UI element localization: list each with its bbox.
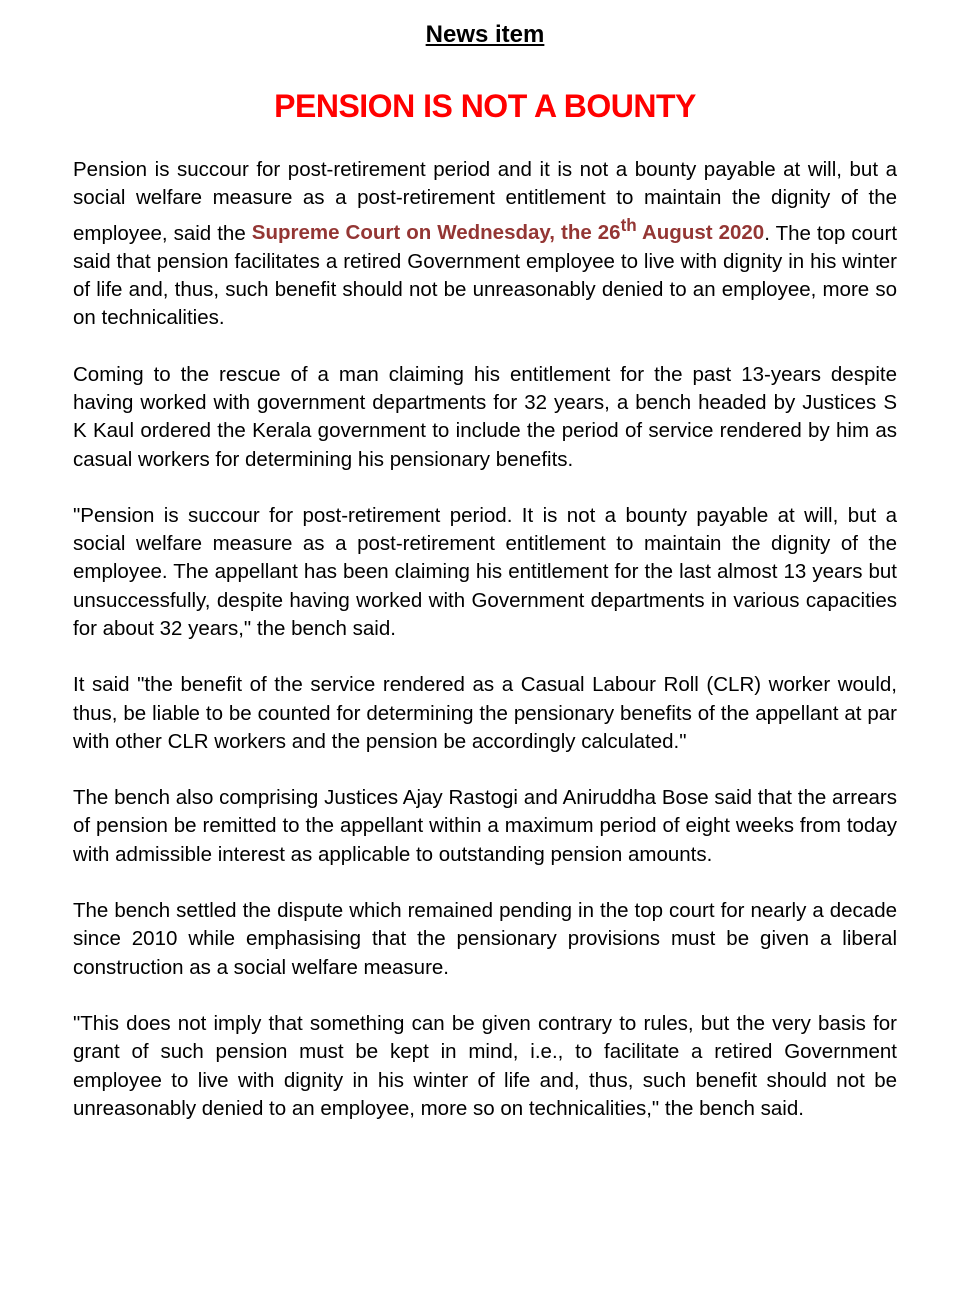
paragraph-1-text-a: Pension is succour for post-retirement period and it is not a bounty payable at will, but a social welfare measure as a post-retirement entitlement to maintain the dignity of the employee, said the — [73, 158, 897, 245]
paragraph-3: "Pension is succour for post-retirement period. It is not a bounty payable at will, but a social welfare measure as a post-retirement entitlement to maintain the dignity of the employee. The appellant has been claiming his entitlement for the last almost 13 years but unsuccessfully, despite having worked with Government departments in various capacities for about 32 years," the bench said. — [73, 503, 897, 640]
paragraph-7: "This does not imply that something can be given contrary to rules, but the very basis for grant of such pension must be kept in mind, i.e., to facilitate a retired Government employee to live with dignity in his winter of life and, thus, such benefit should not be unreasonably denied to an employee, more so on technicalities," the bench said. — [73, 1011, 897, 1120]
paragraph-1 — [73, 156, 897, 333]
paragraph-1-text-b: . The top court said that pension facilitates a retired Government employee to live with dignity in his winter of life and, thus, such benefit should not be unreasonably denied to an employee, more so on technicalities. — [73, 221, 898, 330]
ordinal-suffix: th — [620, 216, 637, 236]
paragraph-5: The bench also comprising Justices Ajay Rastogi and Aniruddha Bose said that the arrears of pension be remitted to the appellant within a maximum period of eight weeks from today with admissible interest as applicable to outstanding pension amounts. — [73, 786, 897, 866]
news-item-label: News item — [425, 21, 545, 48]
court-date-highlight — [251, 216, 765, 245]
court-date-highlight-tail: August 2020 — [636, 221, 765, 245]
paragraph-4: It said "the benefit of the service rendered as a Casual Labour Roll (CLR) worker would, thus, be liable to be counted for determining the pensionary benefits of the appellant at par with other CLR workers and the pension be accordingly calculated." — [73, 673, 897, 753]
paragraph-2: Coming to the rescue of a man claiming his entitlement for the past 13-years despite having worked with government departments for 32 years, a bench headed by Justices S K Kaul ordered the Kerala government to include the period of service rendered by him as casual workers for determining his pensionary benefits. — [73, 362, 897, 471]
court-date-highlight-main: Supreme Court on Wednesday, the 26 — [251, 221, 621, 245]
headline: PENSION IS NOT A BOUNTY — [274, 88, 696, 124]
paragraph-6: The bench settled the dispute which remained pending in the top court for nearly a decade since 2010 while emphasising that the pensionary provisions must be given a liberal construction as a social welfare measure. — [73, 899, 897, 979]
